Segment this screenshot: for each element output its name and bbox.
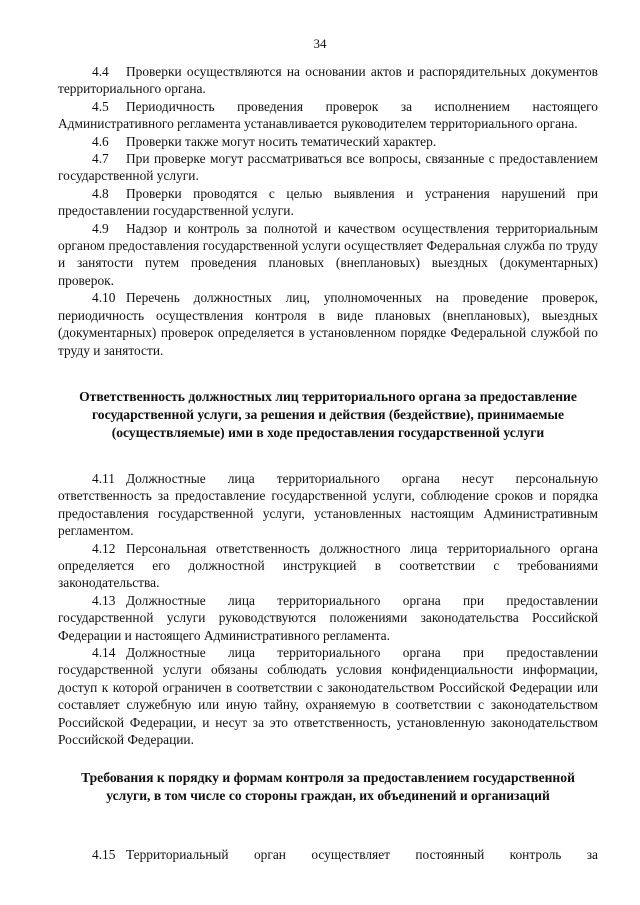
paragraph-4-5 (58, 98, 598, 133)
paragraph-text: Проверки осуществляются на основании актов и распорядительных документов территориального органа. (58, 64, 598, 97)
paragraph-text: Должностные лица территориального органа несут персональную ответственность за предоставление государственной услуги, соблюдение сроков и порядка предоставления государственной услуги, установленных настоящим Административным регламентом. (58, 471, 598, 539)
paragraph-number: 4.4 (92, 64, 109, 79)
paragraph-4-12 (58, 540, 598, 592)
section-heading-responsibility: Ответственность должностных лиц территориального органа за предоставление государственной услуги, за решения и действия (бездействие), принимаемые (осуществляемые) ими в ходе предоставления государственной услуги (79, 389, 577, 440)
paragraph-4-7 (58, 150, 598, 185)
paragraph-4-14 (58, 644, 598, 748)
paragraph-text: Должностные лица территориального органа при предоставлении государственной услуги обязаны соблюдать условия конфиденциальности информации, доступ к которой ограничен в соответствии с законодательством Российской Федерации или составляет служебную или иную тайну, охраняемую в соответствии с законодательством Российской Федерации, и несут за это ответственность, установленную законодательством Российской Федерации. (58, 645, 598, 748)
paragraph-4-8 (58, 185, 598, 220)
paragraph-number: 4.13 (92, 592, 116, 608)
section-heading-control-requirements: Требования к порядку и формам контроля за предоставлением государственной услуги, в том числе со стороны граждан, их объединений и организаций (81, 770, 575, 803)
section-inspections (58, 63, 598, 359)
paragraph-4-11 (58, 470, 598, 540)
paragraph-number: 4.5 (92, 98, 109, 114)
paragraph-number: 4.8 (92, 185, 109, 201)
paragraph-number: 4.7 (92, 151, 109, 167)
paragraph-number: 4.11 (92, 471, 115, 486)
paragraph-text: Перечень должностных лиц, уполномоченных на проведение проверок, периодичность осуществления контроля в виде плановых (внеплановых), выездных (документарных) проверок определяется в установленном порядке Федеральной службой по труду и занятости. (58, 290, 598, 358)
paragraph-4-13 (58, 592, 598, 644)
paragraph-text: Периодичность проведения проверок за исполнением настоящего Административного регламента устанавливается руководителем территориального органа. (58, 98, 598, 132)
paragraph-text: Надзор и контроль за полнотой и качеством осуществления территориальным органом предоставления государственной услуги осуществляет Федеральная служба по труду и занятости путем проведения плановых (внеплановых) выездных (документарных) проверок. (58, 220, 598, 288)
paragraph-number: 4.9 (92, 220, 109, 236)
paragraph-4-6 (58, 133, 598, 150)
paragraph-number: 4.10 (92, 290, 116, 306)
paragraph-text: Территориальный орган осуществляет постоянный контроль за (126, 847, 598, 862)
section-responsibility (58, 470, 598, 749)
paragraph-4-9 (58, 220, 598, 290)
paragraph-text: Персональная ответственность должностного лица территориального органа определяется его должностной инструкцией в соответствии с требованиями законодательства. (58, 540, 598, 591)
paragraph-number: 4.6 (92, 133, 109, 149)
paragraph-text: Проверки проводятся с целью выявления и устранения нарушений при предоставлении государственной услуги. (58, 185, 598, 219)
paragraph-number: 4.12 (92, 540, 116, 556)
paragraph-4-4 (58, 63, 598, 98)
section-control (58, 846, 598, 863)
paragraph-text: Проверки также могут носить тематический характер. (126, 133, 437, 149)
paragraph-4-15 (58, 846, 598, 863)
paragraph-number: 4.15 (92, 847, 116, 862)
paragraph-text: Должностные лица территориального органа при предоставлении государственной услуги руководствуются положениями законодательства Российской Федерации и настоящего Административного регламента. (58, 592, 598, 643)
paragraph-4-10 (58, 289, 598, 359)
paragraph-number: 4.14 (92, 645, 116, 661)
page-number: 34 (313, 36, 327, 51)
paragraph-text: При проверке могут рассматриваться все вопросы, связанные с предоставлением государственной услуги. (58, 151, 598, 184)
